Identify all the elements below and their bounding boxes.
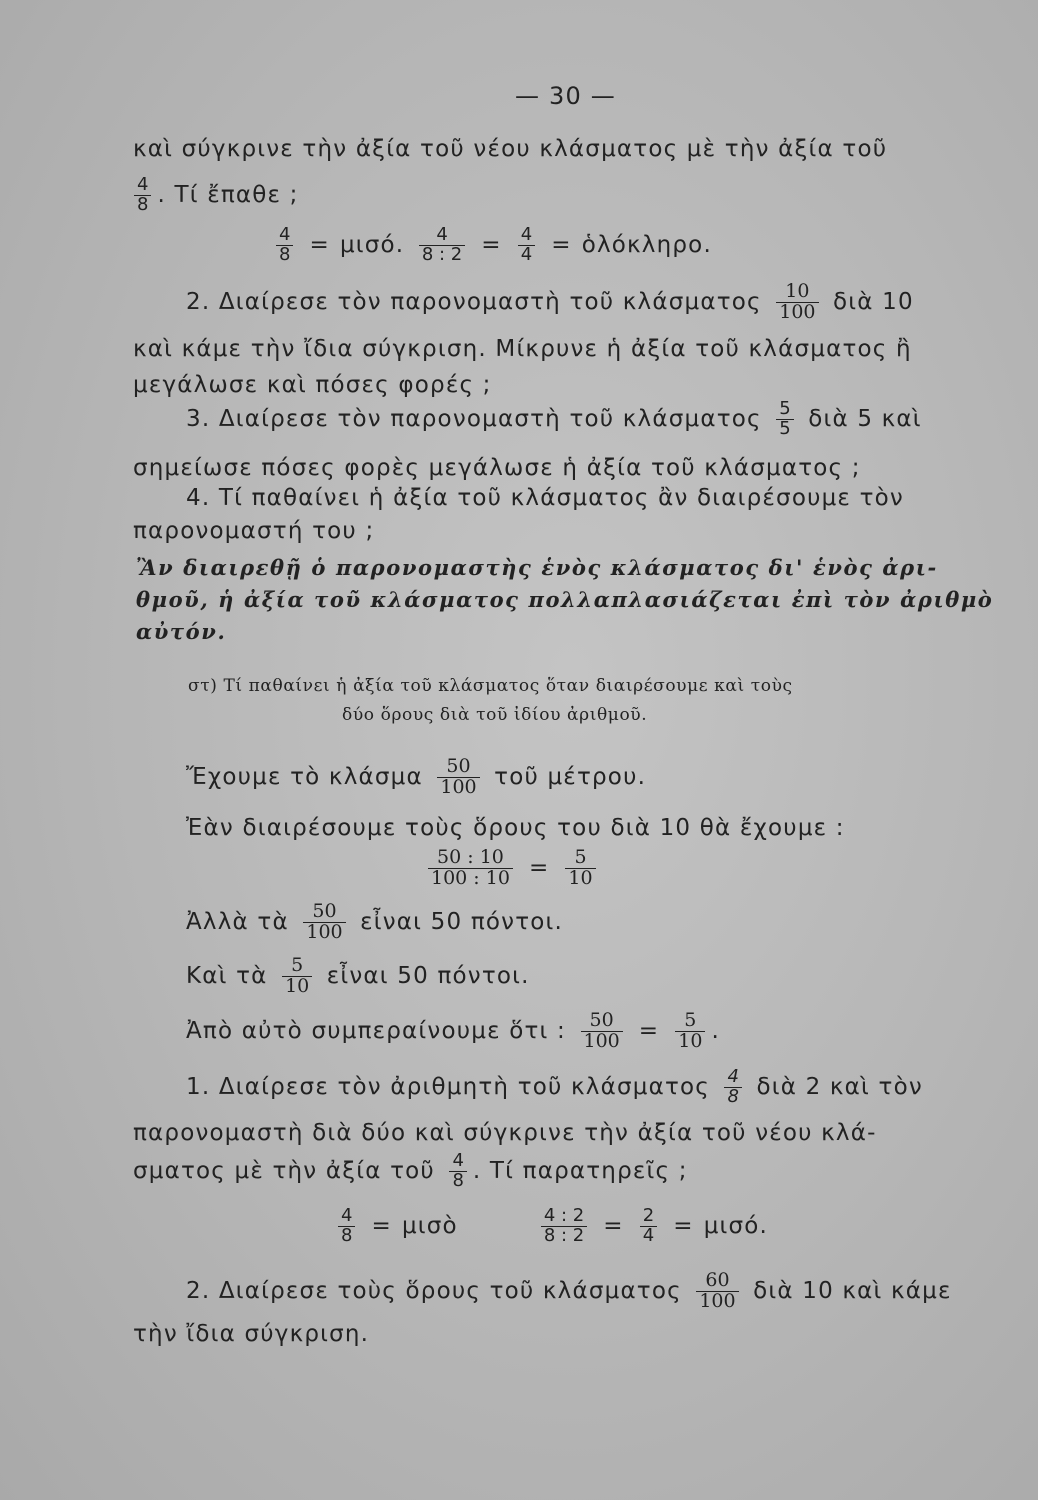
page-number: — 30 —: [515, 82, 616, 110]
fraction: $\frac{4}{8 : 2}$: [419, 226, 465, 265]
fraction: $\frac{4}{8}$: [338, 1207, 355, 1246]
equation-line: $\frac{4}{8}$ = μισό. $\frac{4}{8 : 2}$ = $\frac{4}{4}$ = ὁλόκληρο.: [270, 226, 712, 265]
fraction: $\frac{4 : 2}{8 : 2}$: [541, 1207, 587, 1246]
rule-text: θμοῦ, ἡ ἀξία τοῦ κλάσματος πολλαπλασιάζεται ἐπὶ τὸν ἀριθμὸ: [136, 587, 994, 612]
fraction: $\frac{10}{100}$: [776, 282, 818, 323]
text-line: 3. Διαίρεσε τὸν παρονομαστὴ τοῦ κλάσματος $\frac{5}{5}$ διὰ 5 καὶ: [186, 398, 922, 439]
text-line: 2. Διαίρεσε τοὺς ὅρους τοῦ κλάσματος $\frac{60}{100}$ διὰ 10 καὶ κάμε: [186, 1269, 952, 1312]
text-line: παρονομαστή του ;: [133, 518, 375, 544]
equation-line: $\frac{4}{8}$ = μισὸ $\frac{4 : 2}{8 : 2}$ = $\frac{2}{4}$ = μισό.: [332, 1207, 768, 1246]
text-line: καὶ σύγκρινε τὴν ἀξία τοῦ νέου κλάσματος μὲ τὴν ἀξία τοῦ: [133, 136, 888, 162]
text-line: μεγάλωσε καὶ πόσες φορές ;: [133, 372, 492, 398]
fraction: $\frac{5}{10}$: [565, 848, 595, 889]
text-line: $\frac{4}{8}$ . Τί ἔπαθε ;: [128, 176, 299, 215]
text-line: παρονομαστὴ διὰ δύο καὶ σύγκρινε τὴν ἀξία τοῦ νέου κλά-: [133, 1120, 877, 1146]
text-line: Καὶ τὰ $\frac{5}{10}$ εἶναι 50 πόντοι.: [186, 954, 530, 997]
fraction: $\frac{5}{10}$: [282, 956, 312, 997]
fraction: $\frac{50}{100}$: [303, 902, 345, 943]
text-line: Ἔχουμε τὸ κλάσμα $\frac{50}{100}$ τοῦ μέτρου.: [186, 755, 647, 798]
fraction: $\frac{50}{100}$: [581, 1011, 623, 1052]
fraction: $\frac{4}{8}$: [724, 1068, 741, 1107]
fraction: $\frac{4}{8}$: [134, 176, 151, 215]
text-line: σματος μὲ τὴν ἀξία τοῦ $\frac{4}{8}$ . Τί παρατηρεῖς ;: [133, 1150, 688, 1191]
text-line: καὶ κάμε τὴν ἴδια σύγκριση. Μίκρυνε ἡ ἀξία τοῦ κλάσματος ἢ: [133, 336, 912, 362]
fraction: $\frac{60}{100}$: [696, 1271, 738, 1312]
text-line: 4. Τί παθαίνει ἡ ἀξία τοῦ κλάσματος ἂν διαιρέσουμε τὸν: [186, 485, 904, 511]
fraction: $\frac{5}{10}$: [675, 1011, 705, 1052]
rule-text: Ἂν διαιρεθῇ ὁ παρονομαστὴς ἑνὸς κλάσματος δι' ἑνὸς ἀρι-: [136, 555, 938, 580]
fraction: $\frac{50}{100}$: [437, 757, 479, 798]
text-line: τὴν ἴδια σύγκριση.: [133, 1321, 370, 1347]
text-line: 1. Διαίρεσε τὸν ἀριθμητὴ τοῦ κλάσματος $\frac{4}{8}$ διὰ 2 καὶ τὸν: [186, 1066, 923, 1107]
section-heading: στ) Τί παθαίνει ἡ ἀξία τοῦ κλάσματος ὅταν διαιρέσουμε καὶ τοὺς: [188, 676, 793, 696]
text-line: σημείωσε πόσες φορὲς μεγάλωσε ἡ ἀξία τοῦ κλάσματος ;: [133, 455, 861, 481]
fraction: $\frac{5}{5}$: [776, 400, 793, 439]
section-heading: δύο ὅρους διὰ τοῦ ἰδίου ἀριθμοῦ.: [342, 705, 648, 725]
fraction: $\frac{4}{8}$: [449, 1152, 466, 1191]
fraction: $\frac{2}{4}$: [640, 1207, 657, 1246]
fraction: $\frac{4}{8}$: [276, 226, 293, 265]
text-line: Ἐὰν διαιρέσουμε τοὺς ὅρους του διὰ 10 θὰ ἔχουμε :: [186, 815, 845, 841]
fraction: $\frac{50 : 10}{100 : 10}$: [428, 848, 513, 889]
fraction: $\frac{4}{4}$: [518, 226, 535, 265]
equation-line: $\frac{50 : 10}{100 : 10}$ = $\frac{5}{10}$: [422, 848, 602, 889]
text-line: 2. Διαίρεσε τὸν παρονομαστὴ τοῦ κλάσματος $\frac{10}{100}$ διὰ 10: [186, 280, 914, 323]
text-line: Ἀπὸ αὐτὸ συμπεραίνουμε ὅτι : $\frac{50}{100}$ = $\frac{5}{10}$ .: [186, 1009, 720, 1052]
text-line: Ἀλλὰ τὰ $\frac{50}{100}$ εἶναι 50 πόντοι.: [186, 900, 564, 943]
rule-text: αὐτόν.: [136, 619, 227, 644]
